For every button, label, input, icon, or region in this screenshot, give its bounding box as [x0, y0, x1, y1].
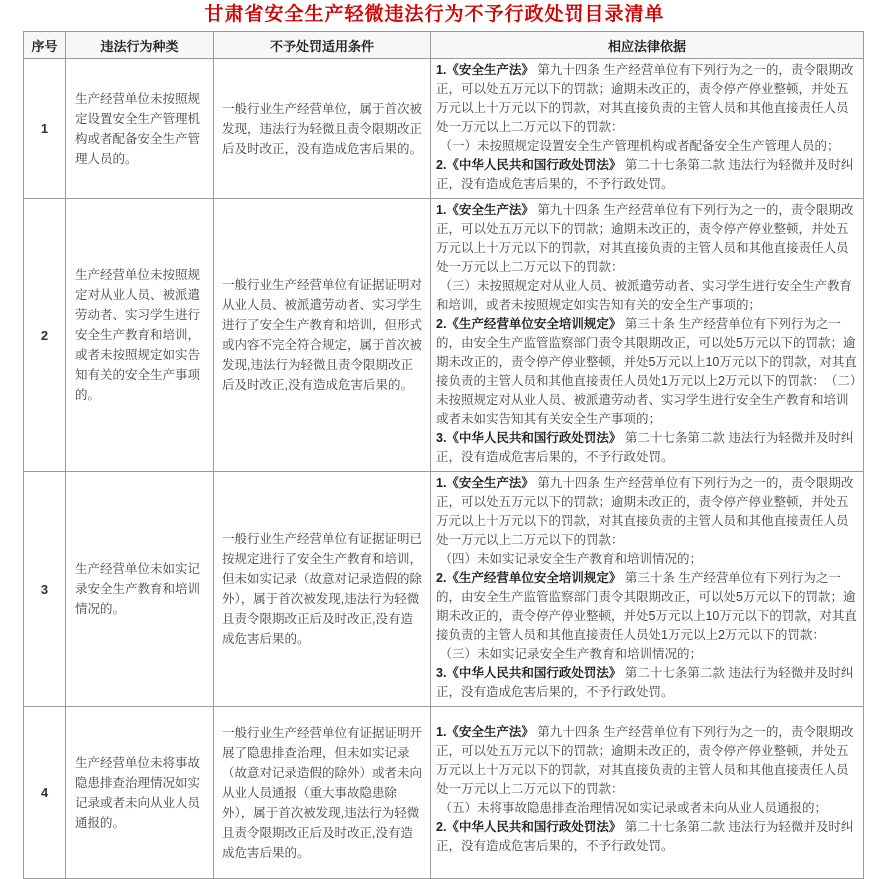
- legal-basis-paragraph: 1.《安全生产法》 第九十四条 生产经营单位有下列行为之一的，责令限期改正，可以处五万元以下的罚款；逾期未改正的，责令停产停业整顿，并处五万元以上十万元以下的罚款，对其直接负责的主管人员和其他直接责任人员处一万元以上二万元以下的罚款：: [436, 725, 854, 796]
- header-exemption-condition: 不予处罚适用条件: [214, 32, 431, 59]
- legal-basis-paragraph: 3.《中华人民共和国行政处罚法》 第二十七条第二款 违法行为轻微并及时纠正，没有造成危害后果的，不予行政处罚。: [436, 666, 854, 699]
- legal-basis-paragraph: 2.《中华人民共和国行政处罚法》 第二十七条第二款 违法行为轻微并及时纠正，没有造成危害后果的，不予行政处罚。: [436, 158, 854, 191]
- legal-basis-paragraph: 1.《安全生产法》 第九十四条 生产经营单位有下列行为之一的，责令限期改正，可以处五万元以下的罚款；逾期未改正的，责令停产停业整顿，并处五万元以上十万元以下的罚款，对其直接负责的主管人员和其他直接责任人员处一万元以上二万元以下的罚款：: [436, 63, 854, 134]
- law-name: 1.《安全生产法》: [436, 63, 538, 77]
- legal-basis-paragraph: （四）未如实记录安全生产教育和培训情况的；: [439, 552, 702, 566]
- row-serial-number: 3: [24, 472, 66, 707]
- law-name: 2.《生产经营单位安全培训规定》: [436, 571, 625, 585]
- table-row: [24, 707, 864, 879]
- table-row: [24, 472, 864, 707]
- law-name: 1.《安全生产法》: [436, 476, 538, 490]
- legal-basis-cell: [431, 199, 864, 472]
- legal-basis-paragraph: 2.《生产经营单位安全培训规定》 第三十条 生产经营单位有下列行为之一的，由安全生产监管监察部门责令其限期改正，可以处5万元以下的罚款；逾期未改正的，责令停产停业整顿，并处5万元以上10万元以下的罚款，对其直接负责的主管人员和其他直接责任人员处1万元以上2万元以下的罚款：: [436, 571, 857, 642]
- legal-basis-paragraph: （五）未将事故隐患排查治理情况如实记录或者未向从业人员通报的；: [439, 801, 827, 815]
- table-header: [24, 32, 864, 59]
- exemption-condition-cell: 一般行业生产经营单位有证据证明对从业人员、被派遣劳动者、实习学生进行了安全生产教育和培训，但形式或内容不完全符合规定，属于首次被发现,违法行为轻微且责令限期改正后及时改正,没有造成危害后果的。: [214, 199, 431, 472]
- row-serial-number: 2: [24, 199, 66, 472]
- law-name: 3.《中华人民共和国行政处罚法》: [436, 666, 625, 680]
- header-serial-number: 序号: [24, 32, 66, 59]
- legal-basis-paragraph: 1.《安全生产法》 第九十四条 生产经营单位有下列行为之一的，责令限期改正，可以处五万元以下的罚款；逾期未改正的，责令停产停业整顿，并处五万元以上十万元以下的罚款，对其直接负责的主管人员和其他直接责任人员处一万元以上二万元以下的罚款：: [436, 476, 854, 547]
- header-legal-basis: 相应法律依据: [431, 32, 864, 59]
- legal-basis-paragraph: 2.《中华人民共和国行政处罚法》 第二十七条第二款 违法行为轻微并及时纠正，没有造成危害后果的，不予行政处罚。: [436, 820, 854, 853]
- law-name: 1.《安全生产法》: [436, 203, 538, 217]
- exemption-condition-cell: 一般行业生产经营单位，属于首次被发现，违法行为轻微且责令限期改正后及时改正，没有造成危害后果的。: [214, 59, 431, 199]
- law-name: 3.《中华人民共和国行政处罚法》: [436, 431, 625, 445]
- violation-type-cell: 生产经营单位未按照规定设置安全生产管理机构或者配备安全生产管理人员的。: [66, 59, 214, 199]
- violation-type-cell: 生产经营单位未如实记录安全生产教育和培训情况的。: [66, 472, 214, 707]
- legal-basis-cell: [431, 472, 864, 707]
- table-row: [24, 59, 864, 199]
- law-name: 2.《中华人民共和国行政处罚法》: [436, 158, 625, 172]
- violation-type-cell: 生产经营单位未将事故隐患排查治理情况如实记录或者未向从业人员通报的。: [66, 707, 214, 879]
- law-name: 2.《中华人民共和国行政处罚法》: [436, 820, 625, 834]
- law-name: 2.《生产经营单位安全培训规定》: [436, 317, 625, 331]
- header-violation-type: 违法行为种类: [66, 32, 214, 59]
- row-serial-number: 4: [24, 707, 66, 879]
- row-serial-number: 1: [24, 59, 66, 199]
- legal-basis-paragraph: （三）未按照规定对从业人员、被派遣劳动者、实习学生进行安全生产教育和培训，或者未按照规定如实告知有关的安全生产事项的；: [436, 279, 852, 312]
- legal-basis-cell: [431, 707, 864, 879]
- legal-basis-paragraph: （三）未如实记录安全生产教育和培训情况的；: [439, 647, 702, 661]
- table-body: [24, 59, 864, 879]
- legal-basis-cell: [431, 59, 864, 199]
- legal-basis-paragraph: 3.《中华人民共和国行政处罚法》 第二十七条第二款 违法行为轻微并及时纠正，没有造成危害后果的，不予行政处罚。: [436, 431, 854, 464]
- legal-basis-paragraph: 2.《生产经营单位安全培训规定》 第三十条 生产经营单位有下列行为之一的，由安全生产监管监察部门责令其限期改正，可以处5万元以下的罚款；逾期未改正的，责令停产停业整顿，并处5万元以上10万元以下的罚款，对其直接负责的主管人员和其他直接责任人员处1万元以上2万元以下的罚款： （二）未按照规定对从业人员、被派遣劳动者、实习学生进行安全生产教育和培训或者未如实告知其有关安全生产事项的；: [436, 317, 857, 426]
- table-header-row: [24, 32, 864, 59]
- legal-basis-paragraph: 1.《安全生产法》 第九十四条 生产经营单位有下列行为之一的，责令限期改正，可以处五万元以下的罚款；逾期未改正的，责令停产停业整顿，并处五万元以上十万元以下的罚款，对其直接负责的主管人员和其他直接责任人员处一万元以上二万元以下的罚款：: [436, 203, 854, 274]
- law-name: 1.《安全生产法》: [436, 725, 538, 739]
- exemption-condition-cell: 一般行业生产经营单位有证据证明开展了隐患排查治理，但未如实记录（故意对记录造假的除外）或者未向从业人员通报（重大事故隐患除外），属于首次被发现,违法行为轻微且责令限期改正后及时改正,没有造成危害后果的。: [214, 707, 431, 879]
- table-row: [24, 199, 864, 472]
- violation-type-cell: 生产经营单位未按照规定对从业人员、被派遣劳动者、实习学生进行安全生产教育和培训，或者未按照规定如实告知有关的安全生产事项的。: [66, 199, 214, 472]
- page-title: 甘肃省安全生产轻微违法行为不予行政处罚目录清单: [204, 4, 665, 25]
- exemption-condition-cell: 一般行业生产经营单位有证据证明已按规定进行了安全生产教育和培训，但未如实记录（故意对记录造假的除外），属于首次被发现,违法行为轻微且责令限期改正后及时改正,没有造成危害后果的。: [214, 472, 431, 707]
- legal-basis-paragraph: （一）未按照规定设置安全生产管理机构或者配备安全生产管理人员的；: [439, 139, 840, 153]
- penalty-exemption-table: [23, 31, 864, 879]
